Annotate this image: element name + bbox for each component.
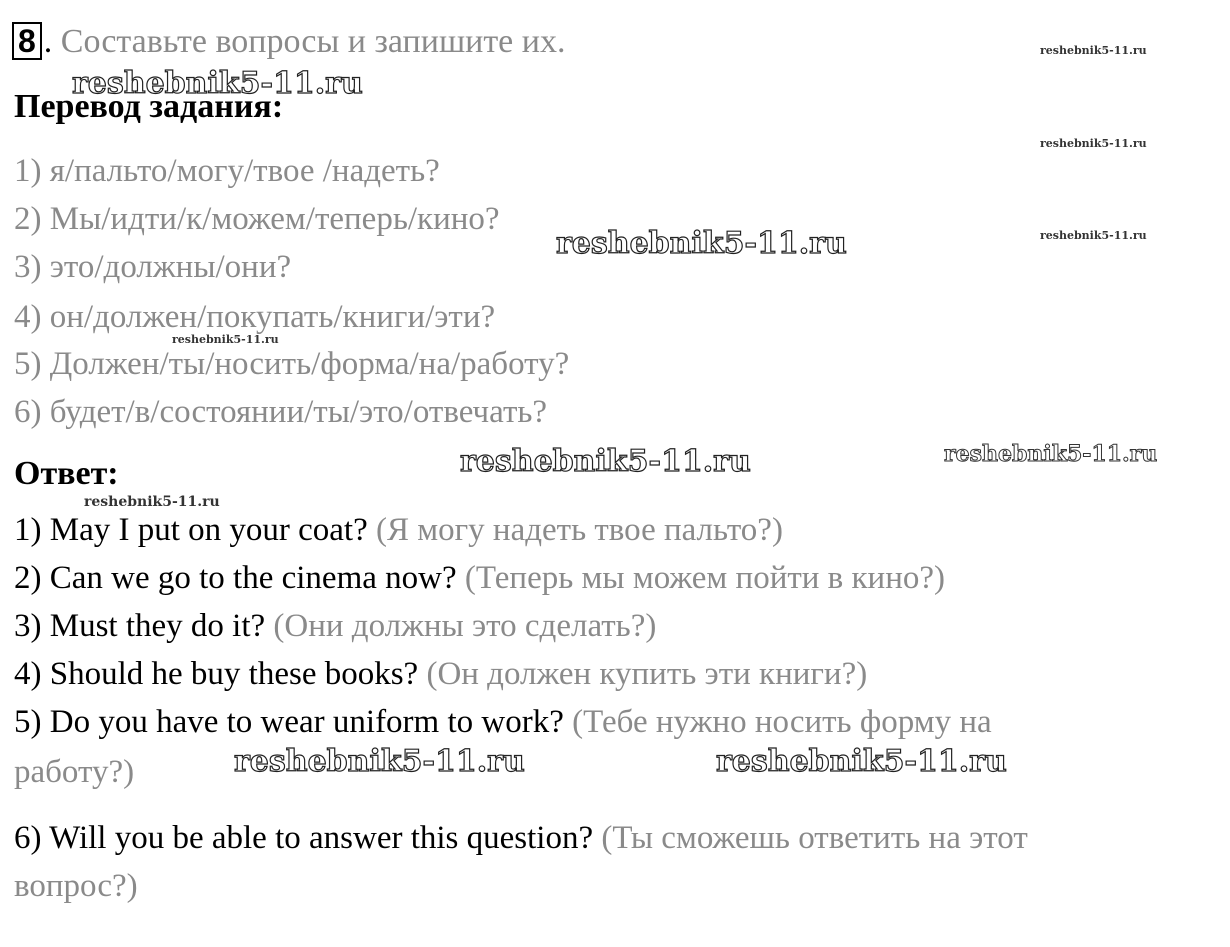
answer-item (14, 512, 783, 549)
watermark: reshebnik5-11.ru (172, 333, 279, 346)
answer-ru: (Ты сможешь ответить на этот (601, 820, 1028, 856)
task-text: Составьте вопросы и запишите их. (60, 23, 566, 60)
scrambled-item: 3) это/должны/они? (14, 249, 292, 285)
answer-item (14, 608, 656, 645)
watermark: reshebnik5-11.ru (1040, 137, 1147, 150)
answer-ru: (Он должен купить эти книги?) (426, 656, 868, 692)
task-number: 8 (12, 22, 42, 60)
answer-ru: (Я могу надеть твое пальто?) (376, 512, 783, 548)
watermark: reshebnik5-11.ru (1040, 44, 1147, 57)
answer-continuation: работу?) (14, 754, 135, 790)
answer-item (14, 656, 867, 693)
scrambled-item: 5) Должен/ты/носить/форма/на/работу? (14, 346, 570, 382)
watermark: reshebnik5-11.ru (556, 226, 847, 261)
task-title (12, 22, 565, 61)
answer-ru: (Теперь мы можем пойти в кино?) (464, 560, 946, 596)
answer-item (14, 704, 992, 741)
answer-continuation: вопрос?) (14, 868, 138, 904)
answer-ru: (Тебе нужно носить форму на (572, 704, 992, 740)
answer-en: 6) Will you be able to answer this question? (14, 820, 594, 856)
scrambled-item: 6) будет/в/состоянии/ты/это/отвечать? (14, 394, 548, 430)
watermark: reshebnik5-11.ru (1040, 229, 1147, 242)
scrambled-item: 1) я/пальто/могу/твое /надеть? (14, 153, 440, 189)
answer-heading: Ответ: (14, 455, 119, 492)
answer-en: 1) May I put on your coat? (14, 512, 368, 548)
scrambled-item: 4) он/должен/покупать/книги/эти? (14, 299, 496, 335)
answer-en: 2) Can we go to the cinema now? (14, 560, 457, 596)
translation-heading: Перевод задания: (14, 88, 284, 125)
answer-en: 4) Should he buy these books? (14, 656, 419, 692)
watermark: reshebnik5-11.ru (72, 66, 363, 101)
watermark: reshebnik5-11.ru (944, 441, 1158, 467)
watermark: reshebnik5-11.ru (84, 494, 220, 510)
answer-item (14, 560, 945, 597)
scrambled-item: 2) Мы/идти/к/можем/теперь/кино? (14, 201, 500, 237)
answer-en: 5) Do you have to wear uniform to work? (14, 704, 564, 740)
answer-item (14, 820, 1028, 857)
watermark: reshebnik5-11.ru (460, 444, 751, 479)
answer-en: 3) Must they do it? (14, 608, 266, 644)
answer-ru: (Они должны это сделать?) (273, 608, 657, 644)
watermark: reshebnik5-11.ru (716, 744, 1007, 779)
watermark: reshebnik5-11.ru (234, 744, 525, 779)
task-number-dot: . (43, 23, 53, 60)
